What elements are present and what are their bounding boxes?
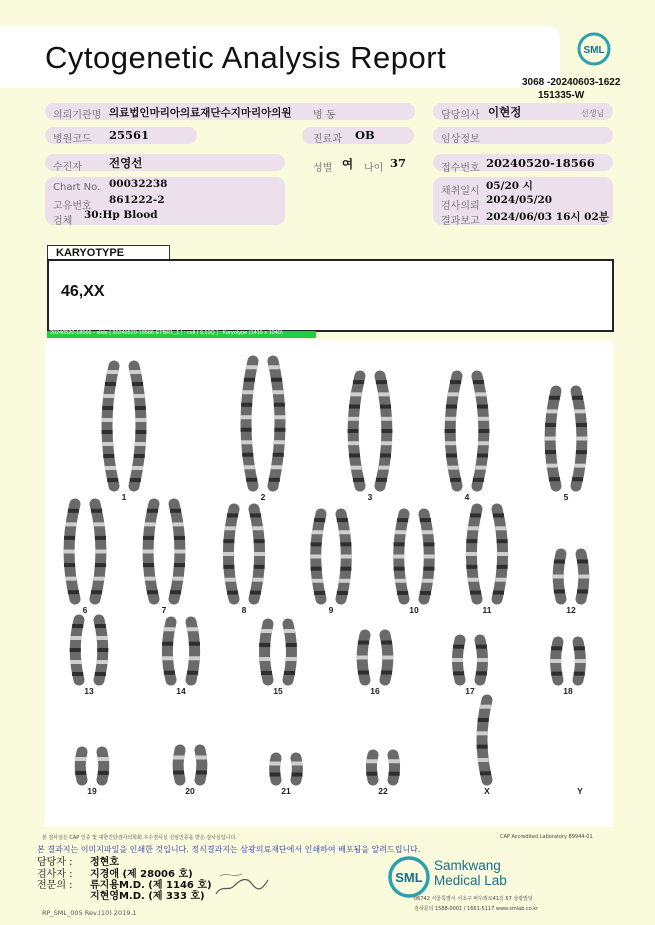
chart-label: Chart No. bbox=[53, 182, 101, 193]
report-id-line2: 151335-W bbox=[538, 90, 585, 101]
cap-accreditation: CAP Accredited Laboratory 89944-01 bbox=[500, 834, 593, 840]
chromosome-pair-13 bbox=[70, 620, 109, 680]
age-label: 나이 bbox=[364, 163, 384, 174]
image-caption: 20240520-18566 - slide [ 20240520-18566 ETBR1_1 ] : cell [ 9,10Q ] : Karyotype (1416 x 1040) bbox=[50, 330, 283, 336]
examiner-label: 검사자 : bbox=[37, 869, 73, 880]
chromosome-label-13: 13 bbox=[84, 686, 94, 696]
name-label: 수진자 bbox=[53, 162, 82, 173]
chromosome-pair-19 bbox=[75, 752, 109, 780]
chromosome-label-19: 19 bbox=[87, 786, 97, 796]
ward-label: 병 동 bbox=[313, 110, 336, 121]
karyotype-tab-label: KARYOTYPE bbox=[56, 247, 125, 259]
chromosome-label-22: 22 bbox=[378, 786, 388, 796]
chromosome-label-7: 7 bbox=[161, 605, 167, 615]
chromosome-pair-9 bbox=[310, 514, 352, 599]
print-notice: 본 결과지는 이미지파일을 인쇄한 것입니다. 정식결과지는 삼광의료재단에서 인쇄하여 배포됨을 알려드립니다. bbox=[37, 845, 421, 854]
result-value: 2024/06/03 16시 02분 bbox=[486, 211, 609, 223]
chromosome-pair-8 bbox=[223, 509, 265, 599]
form-number: RP_SML_005 Rev.(10) 2019.1 bbox=[42, 909, 137, 917]
chromosome-label-3: 3 bbox=[367, 492, 373, 502]
chromosome-pair-16 bbox=[357, 635, 394, 680]
chromosome-label-8: 8 bbox=[241, 605, 247, 615]
chromosome-pair-20 bbox=[173, 750, 207, 780]
chromosome-label-6: 6 bbox=[82, 605, 88, 615]
dept-label: 진료과 bbox=[313, 134, 342, 145]
karyotype-box bbox=[47, 259, 614, 332]
karyogram-svg bbox=[45, 340, 613, 827]
accreditation-footnote: 본 검사실은 CAP 인증 및 대한진단검사의학회 우수검사실 신임인증을 받은 검사실입니다. bbox=[42, 835, 237, 841]
doctor-value: 이현정 bbox=[488, 105, 522, 119]
specialist-label: 전문의 : bbox=[37, 880, 73, 891]
owner-label: 담당자 : bbox=[37, 857, 73, 868]
chromosome-label-5: 5 bbox=[563, 492, 569, 502]
chromosome-label-14: 14 bbox=[176, 686, 186, 696]
image-caption-bar bbox=[47, 331, 316, 338]
chromosome-label-11: 11 bbox=[482, 605, 492, 615]
chromosome-label-X: X bbox=[484, 786, 490, 796]
chromosome-pair-18 bbox=[550, 642, 586, 680]
sml-logo-icon bbox=[577, 32, 611, 66]
lab-logo-text: SML bbox=[395, 870, 423, 885]
specialist-value-1: 류지용M.D. (제 1146 호) bbox=[90, 880, 212, 891]
lab-address: 06742 서울특별시 서초구 바우뫼로41길 57 삼광빌딩 bbox=[414, 896, 533, 902]
age-value: 37 bbox=[390, 156, 407, 170]
chromosome-pair-5 bbox=[545, 391, 588, 486]
lab-logo-icon bbox=[387, 855, 431, 899]
chromosome-label-21: 21 bbox=[281, 786, 291, 796]
chromosome-pair-6 bbox=[64, 504, 107, 599]
specimen-value: 30:Hp Blood bbox=[84, 209, 158, 221]
collect-value: 05/20 시 bbox=[486, 180, 533, 192]
hospital-code-label: 병원코드 bbox=[53, 134, 92, 145]
clinical-label: 임상정보 bbox=[441, 134, 480, 145]
chromosome-label-Y: Y bbox=[577, 786, 583, 796]
chromosome-pair-22 bbox=[366, 755, 399, 780]
sex-label: 성별 bbox=[313, 163, 333, 174]
id-label: 고유번호 bbox=[53, 201, 92, 212]
chromosome-label-20: 20 bbox=[185, 786, 195, 796]
chromosome-pair-11 bbox=[466, 509, 508, 599]
id-value: 861222-2 bbox=[109, 194, 165, 206]
chromosome-pair-21 bbox=[269, 758, 302, 780]
request-value: 2024/05/20 bbox=[486, 194, 553, 206]
institution-value: 의료법인마리아의료재단수지마리아의원 bbox=[109, 107, 292, 119]
institution-label: 의뢰기관명 bbox=[53, 110, 102, 121]
sex-value: 여 bbox=[342, 157, 354, 171]
report-title: Cytogenetic Analysis Report bbox=[45, 40, 447, 75]
owner-value: 정현호 bbox=[90, 857, 119, 868]
chromosome-label-9: 9 bbox=[328, 605, 334, 615]
report-id-line1: 3068 -20240603-1622 bbox=[522, 77, 621, 88]
chromosome-label-4: 4 bbox=[464, 492, 470, 502]
specialist-value-2: 지현영M.D. (제 333 호) bbox=[90, 891, 205, 902]
chromosome-label-10: 10 bbox=[409, 605, 419, 615]
chromosome-pair-14 bbox=[162, 622, 200, 680]
chromosome-label-16: 16 bbox=[370, 686, 380, 696]
lab-name-line1: Samkwang bbox=[434, 858, 501, 873]
chromosome-pair-12 bbox=[553, 554, 590, 599]
karyotype-tab bbox=[47, 245, 170, 260]
chromosome-label-2: 2 bbox=[260, 492, 266, 502]
receipt-value: 20240520-18566 bbox=[486, 156, 595, 170]
lab-name-line2: Medical Lab bbox=[434, 873, 507, 888]
doctor-label: 담당의사 bbox=[441, 110, 480, 121]
chromosome-label-15: 15 bbox=[273, 686, 283, 696]
name-value: 전영선 bbox=[109, 156, 143, 170]
karyogram-image bbox=[45, 340, 613, 827]
chromosome-pair-15 bbox=[259, 624, 297, 680]
chromosome-label-1: 1 bbox=[121, 492, 127, 502]
chromosome-label-18: 18 bbox=[563, 686, 573, 696]
lab-contact: 검사문의 1588-0001 / 1661-5117 www.smlab.co.kr bbox=[414, 906, 539, 912]
chromosome-pair-2 bbox=[241, 361, 286, 486]
signature-icon bbox=[212, 866, 270, 902]
chromosome-pair-4 bbox=[445, 376, 490, 486]
chromosome-pair-17 bbox=[452, 640, 488, 680]
chromosome-pair-10 bbox=[393, 514, 435, 599]
doctor-suffix: 선생님 bbox=[581, 109, 605, 118]
lab-name bbox=[434, 858, 507, 888]
examiner-value: 지경애 (제 28006 호) bbox=[90, 869, 193, 880]
sml-logo-text: SML bbox=[583, 45, 605, 56]
receipt-label: 접수번호 bbox=[441, 163, 480, 174]
karyotype-result: 46,XX bbox=[61, 283, 105, 300]
chromosome-label-17: 17 bbox=[465, 686, 475, 696]
result-label: 결과보고 bbox=[441, 216, 480, 227]
chart-value: 00032238 bbox=[109, 178, 168, 190]
chromosome-label-12: 12 bbox=[566, 605, 576, 615]
request-label: 검사의뢰 bbox=[441, 201, 480, 212]
hospital-code-value: 25561 bbox=[109, 128, 150, 142]
chromosome-pair-X bbox=[477, 700, 491, 780]
specimen-label: 검체 bbox=[53, 216, 73, 227]
chromosome-pair-3 bbox=[348, 376, 393, 486]
chromosome-pair-7 bbox=[143, 504, 186, 599]
dept-value: OB bbox=[355, 128, 375, 142]
collect-label: 채취일시 bbox=[441, 186, 480, 197]
chromosome-pair-1 bbox=[102, 366, 147, 486]
